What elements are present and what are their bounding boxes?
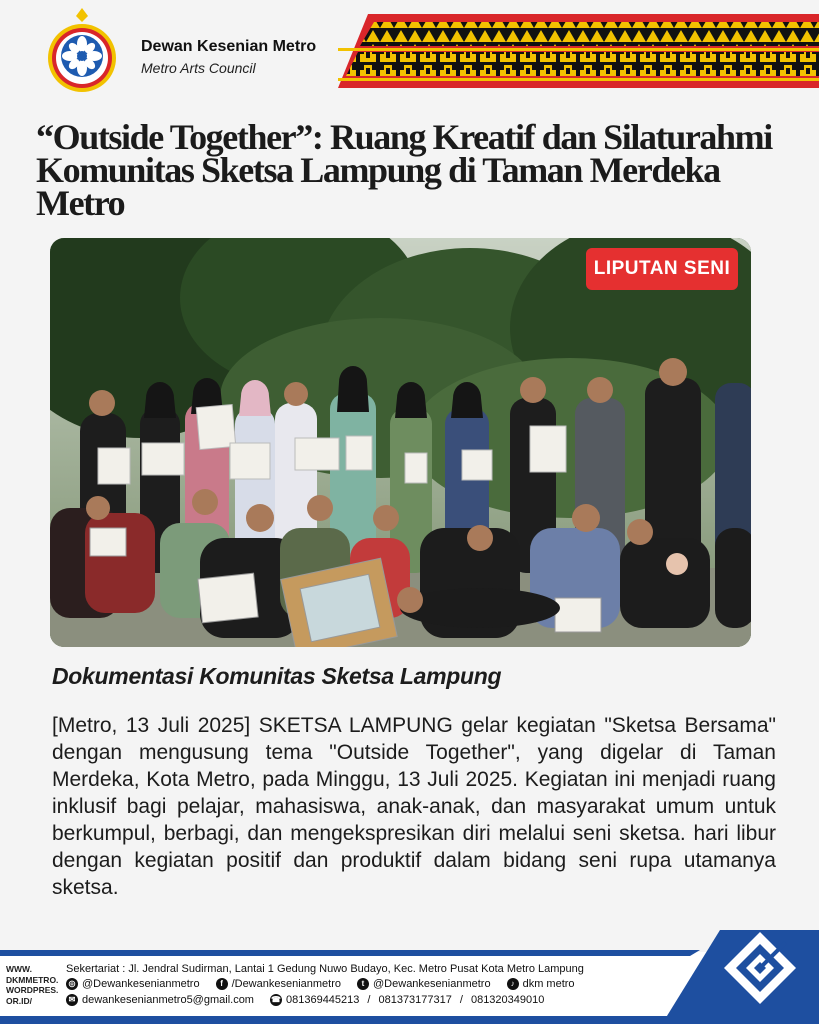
social-row <box>66 978 591 990</box>
org-name: Dewan Kesenian Metro <box>141 38 317 55</box>
facebook-handle: /Dewankesenianmetro <box>231 978 342 990</box>
instagram-link[interactable] <box>66 978 200 990</box>
tiktok-handle: dkm metro <box>522 978 575 990</box>
website-url[interactable] <box>6 964 66 1006</box>
header <box>0 0 819 100</box>
twitter-handle: @Dewankesenianmetro <box>373 978 491 990</box>
twitter-link[interactable] <box>357 978 491 990</box>
phone-group <box>270 994 544 1006</box>
facebook-link[interactable] <box>216 978 341 990</box>
phone-separator: / <box>459 994 463 1006</box>
group-photo <box>50 238 751 647</box>
phone-number[interactable]: 081369445213 <box>285 994 360 1006</box>
facebook-icon: f <box>216 978 228 990</box>
website-url-line: WORDPRES. <box>6 985 59 995</box>
website-url-line: WWW. <box>6 964 32 974</box>
secretariat-address: Sekertariat : Jl. Jendral Sudirman, Lantai 1 Gedung Nuwo Budayo, Kec. Metro Pusat Kota Metro Lampung <box>66 963 584 975</box>
photo-caption: Dokumentasi Komunitas Sketsa Lampung <box>52 663 502 689</box>
dkm-logo <box>44 6 120 96</box>
email-address: dewankesenianmetro5@gmail.com <box>82 994 254 1006</box>
tiktok-link[interactable] <box>507 978 575 990</box>
twitter-icon: t <box>357 978 369 990</box>
tapis-ornament <box>338 14 819 88</box>
phone-number[interactable]: 081373177317 <box>378 994 452 1006</box>
contact-row <box>66 994 544 1006</box>
email-link[interactable] <box>66 994 254 1006</box>
group-photo-illustration <box>50 238 751 647</box>
instagram-icon: ◎ <box>66 978 78 990</box>
phone-icon: ☎ <box>271 995 281 1004</box>
website-url-line: OR.ID/ <box>6 995 32 1006</box>
article-body: [Metro, 13 Juli 2025] SKETSA LAMPUNG gelar kegiatan "Sketsa Bersama" dengan mengusung tema "Outside Together", yang digelar di Taman Merdeka, Kota Metro, pada Minggu, 13 Juli 2025. Kegiatan ini menjadi ruang inklusif bagi pelajar, mahasiswa, anak-anak, dan masyarakat umum untuk berkumpul, berbagi, dan mengekspresikan diri melalui seni sketsa. hari libur dengan kegiatan positif dan produktif dalam bidang seni rupa utamanya sketsa. <box>52 714 776 899</box>
category-badge: LIPUTAN SENI <box>586 248 738 290</box>
phone-separator: / <box>367 994 371 1006</box>
article-title: “Outside Together”: Ruang Kreatif dan Silaturahmi Komunitas Sketsa Lampung di Taman Merdeka Metro <box>36 117 772 223</box>
footer <box>0 930 819 1024</box>
phone-number[interactable]: 081320349010 <box>470 994 545 1006</box>
website-url-line: DKMMETRO. <box>6 974 59 985</box>
instagram-handle: @Dewankesenianmetro <box>82 978 200 990</box>
org-subtitle: Metro Arts Council <box>141 60 256 76</box>
dkm-diamond-logo <box>686 930 819 1024</box>
tiktok-icon: ♪ <box>507 978 519 990</box>
email-icon: ✉ <box>66 994 78 1006</box>
